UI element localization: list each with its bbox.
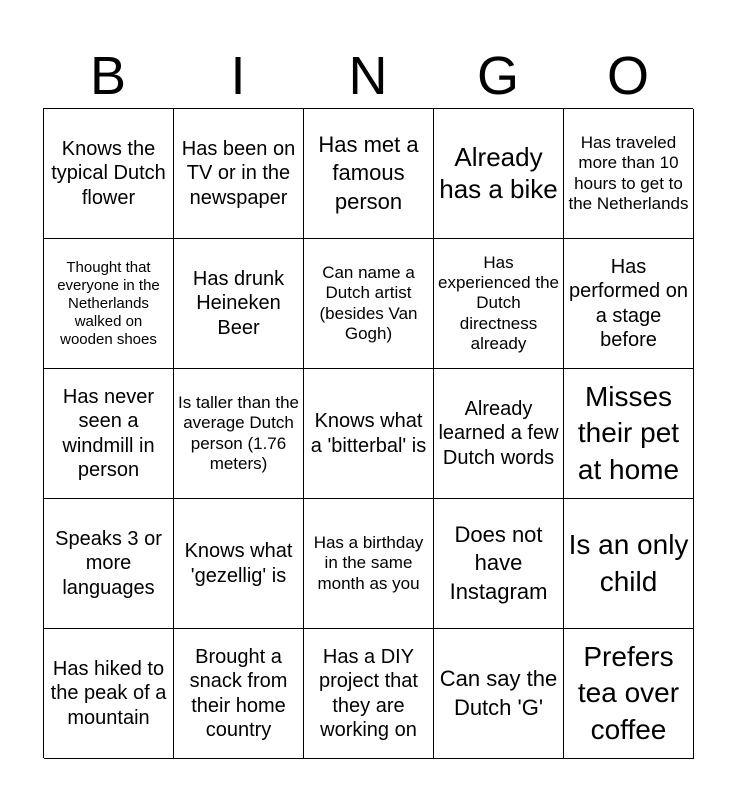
bingo-cell[interactable] bbox=[44, 499, 174, 629]
bingo-cell[interactable] bbox=[564, 239, 694, 369]
bingo-cell[interactable] bbox=[304, 109, 434, 239]
bingo-cell[interactable] bbox=[304, 369, 434, 499]
cell-text: Is an only child bbox=[568, 529, 689, 597]
cell-text: Has drunk Heineken Beer bbox=[192, 267, 285, 339]
bingo-cell[interactable] bbox=[174, 239, 304, 369]
cell-text: Has experienced the Dutch directness already bbox=[438, 252, 559, 354]
cell-text: Has never seen a windmill in person bbox=[62, 385, 155, 481]
cell-text: Prefers tea over coffee bbox=[577, 640, 680, 745]
bingo-cell[interactable] bbox=[174, 499, 304, 629]
bingo-header bbox=[43, 44, 693, 108]
bingo-cell[interactable] bbox=[304, 629, 434, 759]
header-letter-b: B bbox=[89, 46, 127, 106]
cell-text: Brought a snack from their home country bbox=[189, 645, 288, 741]
cell-text: Is taller than the average Dutch person (1.76 meters) bbox=[178, 392, 299, 473]
cell-text: Has traveled more than 10 hours to get to the Netherlands bbox=[568, 132, 689, 213]
cell-text: Knows what a 'bitterbal' is bbox=[310, 410, 427, 457]
bingo-cell[interactable] bbox=[564, 369, 694, 499]
bingo-cell[interactable] bbox=[564, 629, 694, 759]
header-letter-o: O bbox=[606, 46, 649, 106]
bingo-cell[interactable] bbox=[44, 109, 174, 239]
cell-text: Speaks 3 or more languages bbox=[55, 527, 162, 599]
cell-text: Already learned a few Dutch words bbox=[438, 397, 559, 469]
bingo-cell[interactable] bbox=[174, 369, 304, 499]
cell-text: Has hiked to the peak of a mountain bbox=[50, 657, 167, 729]
cell-text: Thought that everyone in the Netherlands walked on wooden shoes bbox=[57, 258, 160, 348]
bingo-board bbox=[43, 108, 693, 758]
bingo-cell[interactable] bbox=[44, 629, 174, 759]
bingo-cell[interactable] bbox=[174, 629, 304, 759]
cell-text: Can say the Dutch 'G' bbox=[439, 666, 558, 720]
bingo-cell[interactable] bbox=[434, 629, 564, 759]
cell-text: Has a DIY project that they are working on bbox=[319, 645, 418, 741]
header-letter-g: G bbox=[476, 46, 519, 106]
bingo-cell[interactable] bbox=[304, 239, 434, 369]
cell-text: Can name a Dutch artist (besides Van Gogh) bbox=[319, 262, 418, 343]
cell-text: Misses their pet at home bbox=[577, 380, 680, 485]
bingo-cell[interactable] bbox=[434, 369, 564, 499]
bingo-cell[interactable] bbox=[44, 239, 174, 369]
bingo-cell[interactable] bbox=[434, 499, 564, 629]
bingo-cell[interactable] bbox=[44, 369, 174, 499]
bingo-cell[interactable] bbox=[434, 109, 564, 239]
cell-text: Has a birthday in the same month as you bbox=[313, 532, 424, 593]
bingo-cell[interactable] bbox=[304, 499, 434, 629]
bingo-cell[interactable] bbox=[564, 499, 694, 629]
cell-text: Has been on TV or in the newspaper bbox=[181, 137, 296, 209]
cell-text: Knows what 'gezellig' is bbox=[184, 540, 293, 587]
cell-text: Has performed on a stage before bbox=[569, 255, 688, 351]
cell-text: Knows the typical Dutch flower bbox=[51, 137, 166, 209]
cell-text: Already has a bike bbox=[439, 141, 558, 204]
cell-text: Has met a famous person bbox=[318, 132, 419, 214]
bingo-cell[interactable] bbox=[434, 239, 564, 369]
header-letter-i: I bbox=[230, 46, 246, 106]
cell-text: Does not have Instagram bbox=[449, 522, 548, 604]
header-letter-n: N bbox=[348, 46, 388, 106]
bingo-cell[interactable] bbox=[564, 109, 694, 239]
bingo-cell[interactable] bbox=[174, 109, 304, 239]
